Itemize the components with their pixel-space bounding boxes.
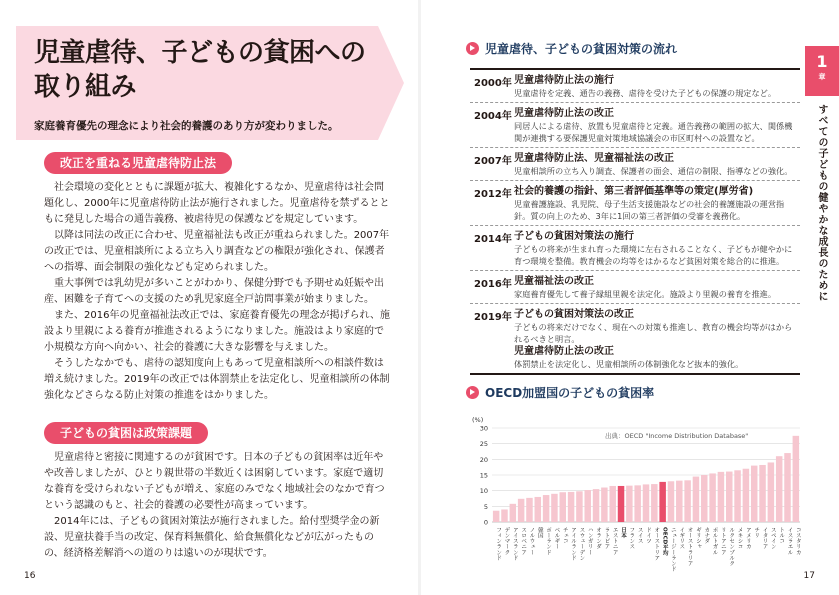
x-tick-label: アイスランド [511, 527, 518, 561]
timeline-row [470, 271, 800, 304]
timeline-row [470, 103, 800, 148]
timeline-event-desc: 家庭養育優先して養子縁組里親を法定化。施設より里親の養育を推進。 [514, 289, 777, 299]
x-tick-label: ポーランド [545, 527, 552, 555]
x-tick-label: ベルギー [553, 527, 560, 550]
timeline-body [514, 230, 800, 267]
bar [593, 489, 599, 522]
chart-svg [466, 402, 806, 572]
bar [659, 482, 665, 522]
chapter-caption: 章 [818, 73, 826, 81]
y-axis-label: (%) [472, 416, 484, 424]
y-tick-label: 10 [479, 487, 488, 496]
chapter-number: 1 [816, 52, 828, 71]
chapter-title-vertical: すべての子どもの健やかな成長のために [816, 104, 827, 302]
bar [734, 470, 740, 522]
bar [601, 488, 607, 522]
page-title: 児童虐待、子どもの貧困への取り組み [34, 38, 366, 102]
bar [709, 473, 715, 522]
bar [726, 472, 732, 522]
bar [643, 484, 649, 522]
timeline-event-title: 子どもの貧困対策法の改正 [514, 309, 634, 320]
body-paragraph: 児童虐待と密接に関連するのが貧困です。日本の子どもの貧困率は近年やや改善しましたが、ひとり親世帯の半数近くは困窮しています。家庭で適切な養育を受けられない子どもが増え、家庭のみでなく地域社会のなかで育つという認識のもと、社会的養護の必要性が高まっています。 [44, 452, 385, 511]
page-number-left: 16 [24, 571, 36, 581]
timeline-event-desc: 子どもの将来が生まれ育った環境に左右されることなく、子どもが健やかに育つ環境を整備。教育機会の均等をはかるなど貧困対策を総合的に推進。 [514, 244, 793, 266]
timeline-table [470, 68, 800, 375]
x-tick-label: ルクセンブルク [728, 527, 735, 567]
x-tick-label: イスラエル [786, 527, 793, 555]
timeline-body [514, 275, 800, 300]
x-tick-label: スロベニア [520, 527, 527, 555]
x-tick-label: 日本 [620, 527, 627, 539]
bar [776, 456, 782, 522]
body-paragraph: 社会環境の変化とともに課題が拡大、複雑化するなか、児童虐待は社会問題化し、2000年に児童虐待防止法が施行されました。児童虐待を禁ずるとともに発見した場合の通告義務、被虐待児の保護などを規定しています。 [44, 182, 390, 225]
x-tick-label: OECD平均 [661, 527, 668, 556]
bar [743, 469, 749, 522]
x-tick-label: オランダ [595, 527, 602, 550]
x-tick-label: アイルランド [570, 527, 577, 561]
x-tick-label: エストニア [611, 527, 618, 555]
timeline-event-desc: 児童養護施設、乳児院、母子生活支援施設などの社会的養護施設の運営指針。質の向上のため、3年に1回の第三者評価の受審を義務化。 [514, 199, 785, 221]
timeline-body [514, 107, 800, 144]
x-tick-label: デンマーク [503, 527, 510, 555]
bar [543, 495, 549, 522]
y-tick-label: 25 [479, 440, 488, 449]
timeline-event-title: 児童福祉法の改正 [514, 276, 594, 287]
chapter-tab [805, 46, 839, 96]
x-tick-label: ドイツ [645, 527, 651, 544]
bar [668, 481, 674, 522]
bar [584, 490, 590, 522]
timeline-event-title: 子どもの貧困対策法の施行 [514, 231, 634, 242]
bar [793, 436, 799, 522]
bar [684, 480, 690, 522]
timeline-year: 2007年 [474, 156, 512, 167]
bar [751, 466, 757, 522]
bar [634, 485, 640, 522]
bar [676, 481, 682, 522]
timeline-heading [466, 40, 677, 57]
body-paragraph: また、2016年の児童福祉法改正では、家庭養育優先の理念が掲げられ、施設より里親による養育が推進されるようになりました。施設はより家庭的で小規模な方向へ向かい、社会的養護に大きな影響を与えました。 [44, 310, 391, 353]
bar [609, 486, 615, 522]
bar [768, 462, 774, 522]
section-body-poverty [44, 450, 392, 562]
x-tick-label: ニュージーランド [669, 527, 676, 572]
timeline-row [470, 70, 800, 103]
x-tick-label: イギリス [678, 527, 685, 550]
timeline-year: 2012年 [474, 189, 512, 200]
body-paragraph: そうしたなかでも、虐待の認知度向上もあって児童相談所への相談件数は増え続けました。2019年の改正では体罰禁止を法定化し、児童相談所の体制強化などさらなる防止対策の推進をはかりました。 [44, 358, 390, 401]
bar [718, 472, 724, 522]
timeline-event-title: 児童虐待防止法の改正 [514, 108, 614, 119]
right-page [420, 0, 839, 595]
chart-heading [466, 384, 654, 401]
timeline-event-title: 児童虐待防止法、児童福祉法の改正 [514, 153, 674, 164]
timeline-event-title: 児童虐待防止法の施行 [514, 75, 614, 86]
bar [693, 477, 699, 522]
body-paragraph: 重大事例では乳幼児が多いことがわかり、保健分野でも予期せぬ妊娠や出産、困難を子育てへの支援のため乳児家庭全戸訪問事業が始まりました。 [44, 278, 384, 305]
x-tick-label: イタリア [761, 527, 768, 550]
bar [651, 484, 657, 522]
timeline-title: 児童虐待、子どもの貧困対策の流れ [485, 42, 678, 56]
bar [535, 497, 541, 522]
timeline-row [470, 304, 800, 373]
x-tick-label: ラトビア [603, 527, 610, 550]
bar [560, 492, 566, 522]
x-tick-label: チェコ [561, 527, 568, 544]
x-tick-label: オーストラリア [686, 527, 693, 567]
y-tick-label: 30 [479, 424, 488, 433]
timeline-row [470, 226, 800, 271]
bar [759, 465, 765, 522]
timeline-year: 2019年 [474, 312, 512, 323]
arrow-circle-icon [466, 42, 479, 55]
timeline-event-desc: 子どもの将来だけでなく、現在への対策も推進し、教育の機会均等がはかられるべきと明言。 [514, 322, 793, 344]
y-tick-label: 20 [479, 455, 488, 464]
bar [568, 492, 574, 522]
bar [551, 494, 557, 522]
bar [501, 509, 507, 522]
bar [576, 491, 582, 522]
bar [518, 499, 524, 522]
timeline-body [514, 185, 800, 222]
x-tick-label: フィンランド [495, 527, 502, 561]
section-heading-poverty: 子どもの貧困は政策課題 [44, 422, 208, 444]
chart-title: OECD加盟国の子どもの貧困率 [485, 386, 655, 400]
bar [701, 475, 707, 522]
timeline-event-desc: 児童虐待を定義、通告の義務、虐待を受けた子どもの保護の規定など。 [514, 88, 777, 98]
x-tick-label: オーストリア [653, 527, 660, 561]
x-tick-label: ノルウェー [528, 527, 535, 555]
y-tick-label: 15 [479, 471, 488, 480]
body-paragraph: 2014年には、子どもの貧困対策法が施行されました。給付型奨学金の新設、児童扶養手当の改定、保育料無償化、給食無償化などが広がったものの、経済格差解消への道のりは遠いのが現状です。 [44, 516, 380, 559]
bar [618, 486, 624, 522]
timeline-event-desc: 児童相談所の立ち入り調査、保護者の面会、通信の制限、指導などの強化。 [514, 166, 793, 176]
timeline-row [470, 148, 800, 181]
bar [626, 486, 632, 522]
x-tick-label: スイス [636, 527, 643, 544]
timeline-body [514, 308, 800, 370]
timeline-body [514, 74, 800, 99]
chart-source: 出典：OECD "Income Distribution Database" [605, 432, 749, 440]
arrow-circle-icon [466, 386, 479, 399]
section-body-abuse-law [44, 180, 392, 404]
x-tick-label: カナダ [703, 527, 710, 544]
x-tick-label: スウェーデン [578, 527, 585, 561]
bar [493, 511, 499, 522]
timeline-event-title: 児童虐待防止法の改正 [514, 346, 614, 357]
x-tick-label: 韓国 [536, 527, 543, 539]
timeline-year: 2000年 [474, 78, 512, 89]
x-tick-label: ギリシャ [694, 527, 701, 550]
x-tick-label: メキシコ [736, 527, 743, 550]
bar [510, 504, 516, 522]
x-tick-label: トルコ [778, 527, 785, 544]
bar [526, 498, 532, 522]
timeline-row [470, 181, 800, 226]
timeline-year: 2004年 [474, 111, 512, 122]
bar [784, 453, 790, 522]
x-tick-label: リトアニア [719, 527, 726, 555]
timeline-event-title: 社会的養護の指針、第三者評価基準等の策定(厚労省) [514, 186, 754, 197]
timeline-body [514, 152, 800, 177]
x-tick-label: コスタリカ [794, 527, 801, 555]
x-tick-label: ハンガリー [586, 527, 593, 555]
section-heading-abuse-law: 改正を重ねる児童虐待防止法 [44, 152, 232, 174]
x-tick-label: アメリカ [744, 527, 751, 550]
x-tick-label: ポルトガル [711, 527, 718, 555]
timeline-event-desc: 体罰禁止を法定化し、児童相談所の体制強化など抜本的強化。 [514, 359, 744, 369]
page-subtitle: 家庭養育優先の理念により社会的養護のあり方が変わりました。 [34, 120, 339, 132]
poverty-rate-chart [466, 402, 806, 572]
page-number-right: 17 [803, 571, 815, 581]
y-tick-label: 5 [483, 502, 488, 511]
body-paragraph: 以降は同法の改正に合わせ、児童福祉法も改正が重ねられました。2007年の改正では、児童相談所による立ち入り調査などの権限が強化され、保護者への指導、面会制限の強化なども定められました。 [44, 230, 390, 273]
y-tick-label: 0 [483, 518, 488, 527]
x-tick-label: スペイン [769, 527, 776, 550]
timeline-event-desc: 同居人による虐待、放置も児童虐待と定義。通告義務の範囲の拡大、関係機関が連携する要保護児童対策地域協議会の市区町村への設置など。 [514, 121, 793, 143]
timeline-year: 2016年 [474, 279, 512, 290]
x-tick-label: フランス [628, 527, 635, 550]
timeline-year: 2014年 [474, 234, 512, 245]
x-tick-label: チリ [753, 527, 760, 539]
